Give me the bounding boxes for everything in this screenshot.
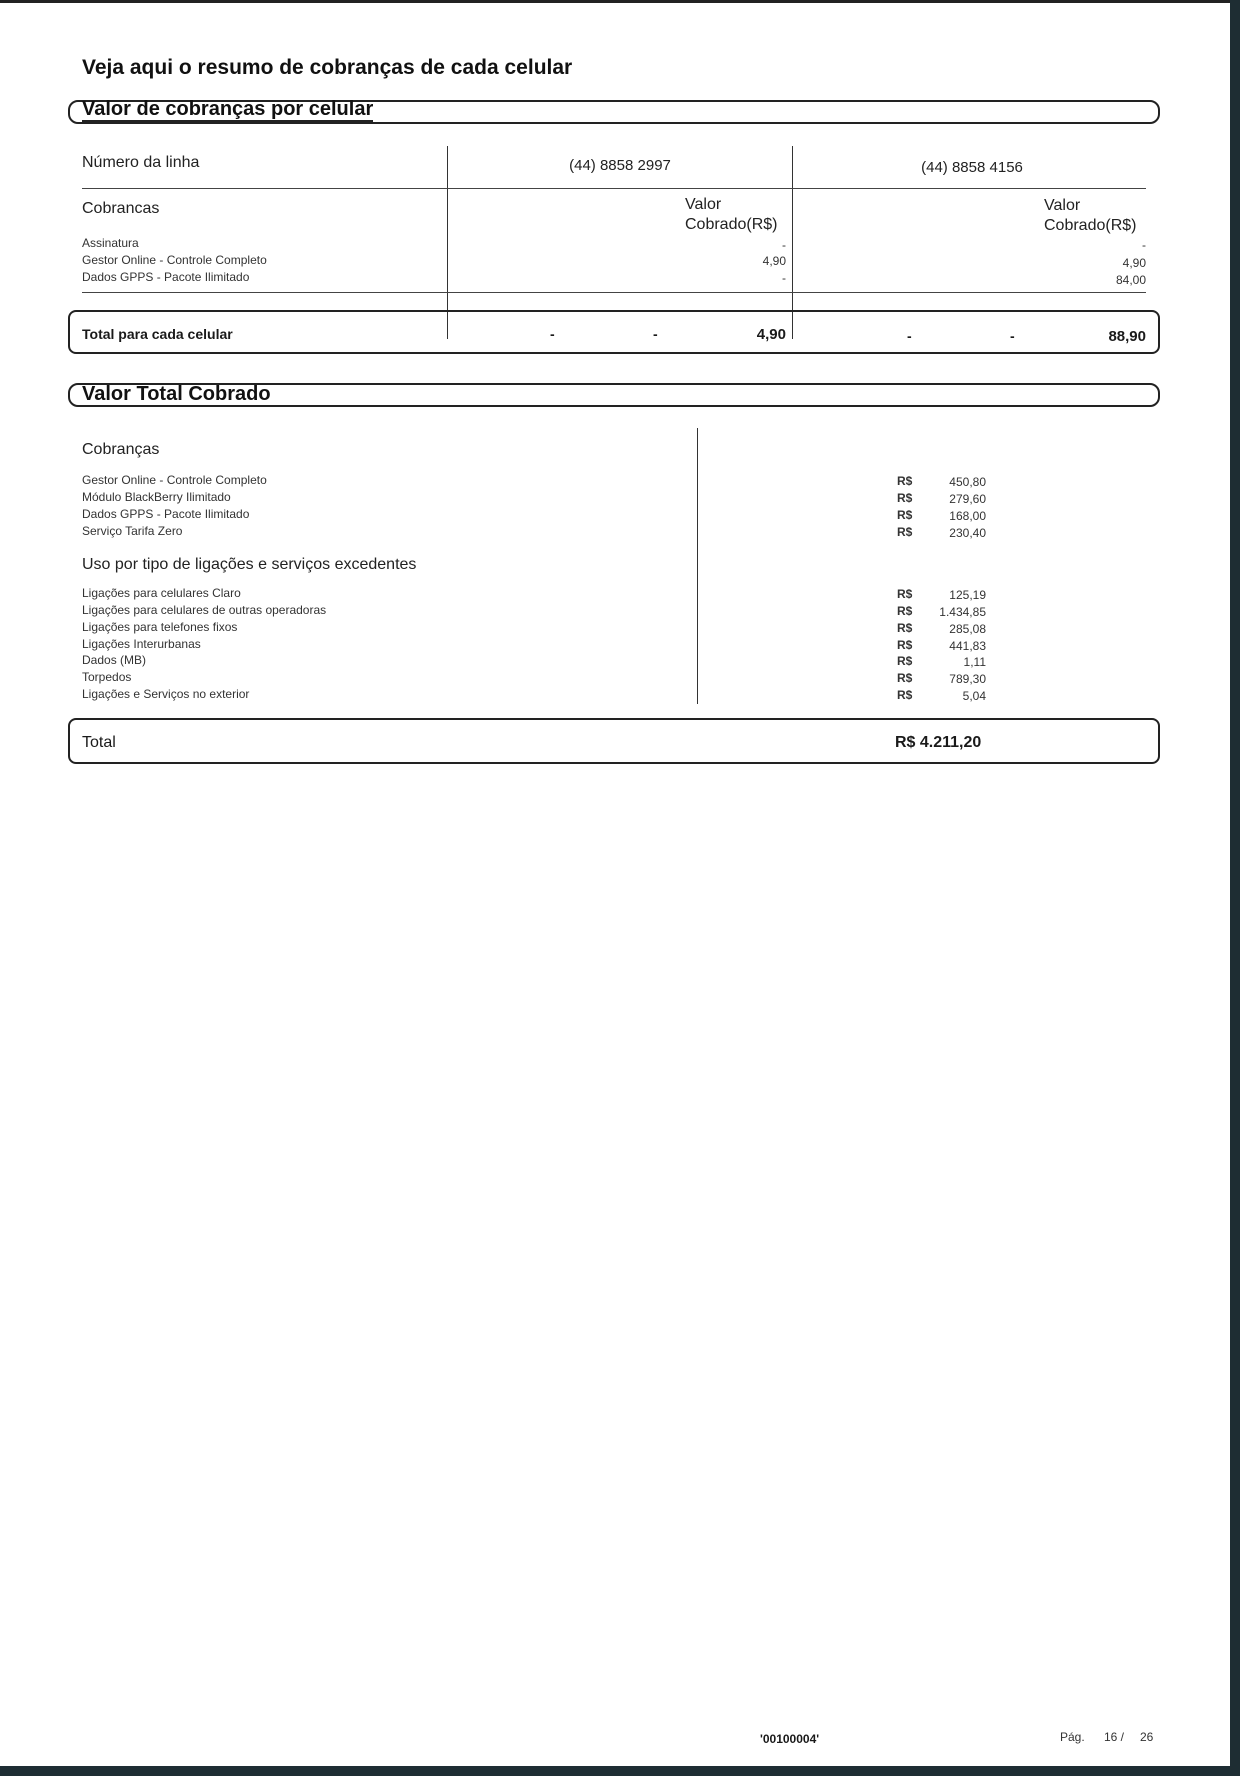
page-title: Veja aqui o resumo de cobranças de cada celular xyxy=(82,56,573,79)
total-line1-value: 4,90 xyxy=(756,326,786,343)
usage-currency-outras: R$ xyxy=(897,604,913,618)
charge-currency-dados: R$ xyxy=(897,508,913,522)
usage-value-exterior: 5,04 xyxy=(962,689,986,703)
total-line2-dash1: - xyxy=(907,328,912,344)
charge-currency-gestor: R$ xyxy=(897,474,913,488)
item-value-gestor-1: 4,90 xyxy=(762,254,786,268)
charge-label-gestor: Gestor Online - Controle Completo xyxy=(82,473,267,487)
item-value-gestor-2: 4,90 xyxy=(1122,256,1146,270)
charge-currency-blackberry: R$ xyxy=(897,491,913,505)
usage-heading: Uso por tipo de ligações e serviços excedentes xyxy=(82,556,417,573)
grand-total-label: Total xyxy=(82,734,116,751)
item-value-dados-1: - xyxy=(782,271,786,285)
value-header-1-line2: Cobrado(R$) xyxy=(685,216,778,233)
charge-label-dados: Dados GPPS - Pacote Ilimitado xyxy=(82,507,250,521)
charges-heading: Cobranças xyxy=(82,441,160,458)
total-line2-value: 88,90 xyxy=(1108,328,1146,345)
charges-label: Cobrancas xyxy=(82,200,160,217)
footer-page-total: 26 xyxy=(1140,1730,1154,1744)
usage-currency-dados-mb: R$ xyxy=(897,654,913,668)
footer-page-current: 16 / xyxy=(1104,1730,1125,1744)
section1-title: Valor de cobranças por celular xyxy=(82,98,374,120)
usage-currency-interurbanas: R$ xyxy=(897,638,913,652)
usage-label-torpedos: Torpedos xyxy=(82,670,132,684)
usage-currency-fixos: R$ xyxy=(897,621,913,635)
section2-col-divider xyxy=(697,428,698,704)
page-top-edge xyxy=(0,0,1240,3)
footer-page-label: Pág. xyxy=(1060,1730,1085,1744)
total-line1-dash1: - xyxy=(550,326,555,342)
usage-currency-exterior: R$ xyxy=(897,688,913,702)
header-divider xyxy=(82,188,1146,189)
usage-value-claro: 125,19 xyxy=(949,588,986,602)
item-value-assinatura-1: - xyxy=(782,238,786,252)
usage-value-outras: 1.434,85 xyxy=(939,605,986,619)
usage-label-claro: Ligações para celulares Claro xyxy=(82,586,241,600)
usage-label-fixos: Ligações para telefones fixos xyxy=(82,620,238,634)
usage-label-dados-mb: Dados (MB) xyxy=(82,653,147,667)
page-right-edge xyxy=(1230,0,1240,1776)
item-label-dados: Dados GPPS - Pacote Ilimitado xyxy=(82,270,250,284)
value-header-2-line1: Valor xyxy=(1044,197,1081,214)
usage-value-torpedos: 789,30 xyxy=(949,672,986,686)
item-value-assinatura-2: - xyxy=(1142,238,1146,252)
charge-value-blackberry: 279,60 xyxy=(949,492,986,506)
usage-value-fixos: 285,08 xyxy=(949,622,986,636)
usage-label-exterior: Ligações e Serviços no exterior xyxy=(82,687,250,701)
charge-value-tarifa-zero: 230,40 xyxy=(949,526,986,540)
page-bottom-edge xyxy=(0,1766,1240,1776)
usage-label-outras: Ligações para celulares de outras operadoras xyxy=(82,603,327,617)
usage-value-dados-mb: 1,11 xyxy=(963,655,986,669)
value-header-1-line1: Valor xyxy=(685,196,722,213)
line-number-2: (44) 8858 4156 xyxy=(921,159,1023,176)
item-label-assinatura: Assinatura xyxy=(82,236,139,250)
charge-label-tarifa-zero: Serviço Tarifa Zero xyxy=(82,524,183,538)
items-bottom-divider xyxy=(82,292,1146,293)
usage-label-interurbanas: Ligações Interurbanas xyxy=(82,637,201,651)
charge-label-blackberry: Módulo BlackBerry Ilimitado xyxy=(82,490,231,504)
charge-value-gestor: 450,80 xyxy=(949,475,986,489)
charge-currency-tarifa-zero: R$ xyxy=(897,525,913,539)
line-number-label: Número da linha xyxy=(82,154,200,171)
section2-title: Valor Total Cobrado xyxy=(82,383,271,405)
total-line2-dash2: - xyxy=(1010,328,1015,344)
value-header-2-line2: Cobrado(R$) xyxy=(1044,217,1137,234)
usage-currency-claro: R$ xyxy=(897,587,913,601)
usage-value-interurbanas: 441,83 xyxy=(949,639,986,653)
total-line1-dash2: - xyxy=(653,326,658,342)
item-value-dados-2: 84,00 xyxy=(1115,273,1146,287)
item-label-gestor: Gestor Online - Controle Completo xyxy=(82,253,267,267)
grand-total-value: R$ 4.211,20 xyxy=(895,734,982,751)
total-per-cell-label: Total para cada celular xyxy=(82,326,233,342)
footer-code: '00100004' xyxy=(760,1732,820,1746)
usage-currency-torpedos: R$ xyxy=(897,671,913,685)
line-number-1: (44) 8858 2997 xyxy=(569,157,671,174)
charge-value-dados: 168,00 xyxy=(949,509,986,523)
grand-total-box xyxy=(68,718,1160,764)
